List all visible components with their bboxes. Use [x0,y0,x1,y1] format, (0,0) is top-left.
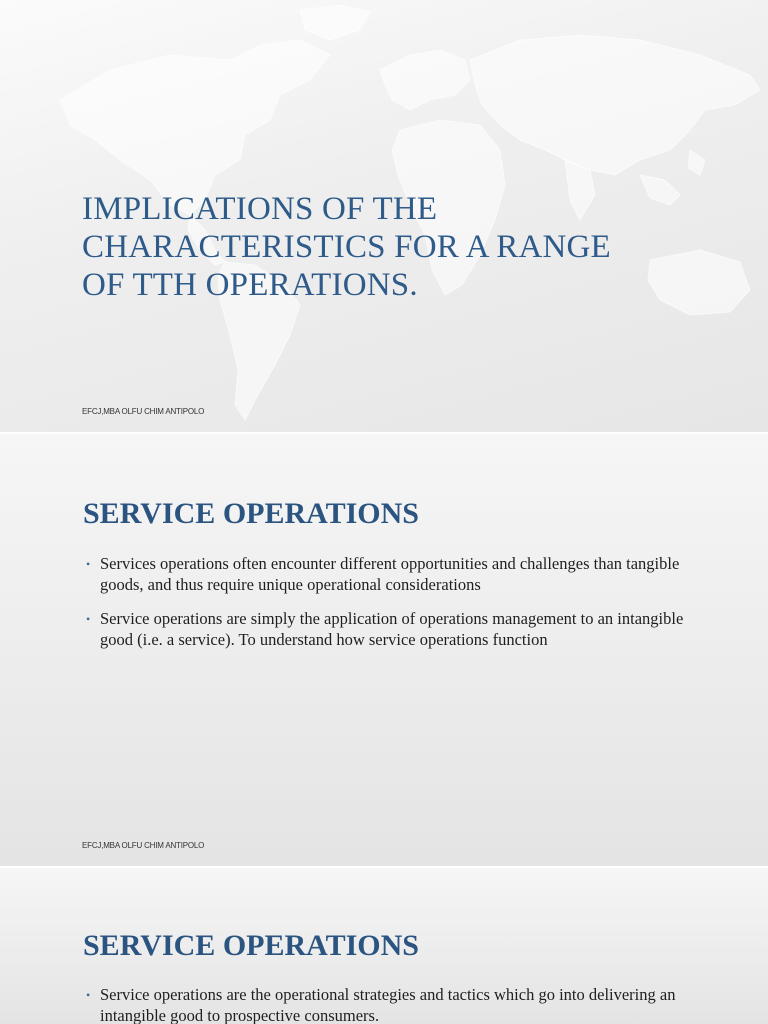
bullet-dot-icon: • [86,988,91,1002]
title-line-1: IMPLICATIONS OF THE [82,191,438,227]
bullet-list [84,985,684,1024]
slide-2-content [0,434,768,866]
slide-footer: EFCJ,MBA OLFU CHIM ANTIPOLO [82,407,205,416]
list-item [84,554,684,595]
title-line-2: CHARACTERISTICS FOR A RANGE [82,229,611,265]
slide-heading: SERVICE OPERATIONS [83,497,419,530]
slide-1-title [0,0,768,432]
slide-footer: EFCJ,MBA OLFU CHIM ANTIPOLO [82,841,205,850]
title-line-3: OF TTH OPERATIONS. [82,267,418,303]
bullet-text: Services operations often encounter different opportunities and challenges than tangible goods, and thus require unique operational considerations [100,554,680,594]
list-item [84,985,684,1024]
list-item [84,609,684,650]
bullet-list [84,554,684,664]
bullet-dot-icon: • [86,557,91,571]
presentation-title [82,190,722,304]
bullet-text: Service operations are the operational strategies and tactics which go into delivering an intangible good to prospective consumers. [100,985,676,1024]
bullet-text: Service operations are simply the application of operations management to an intangible good (i.e. a service). To understand how service operations function [100,609,684,649]
bullet-dot-icon: • [86,612,91,626]
slide-heading: SERVICE OPERATIONS [83,929,419,962]
slide-3-content [0,868,768,1024]
